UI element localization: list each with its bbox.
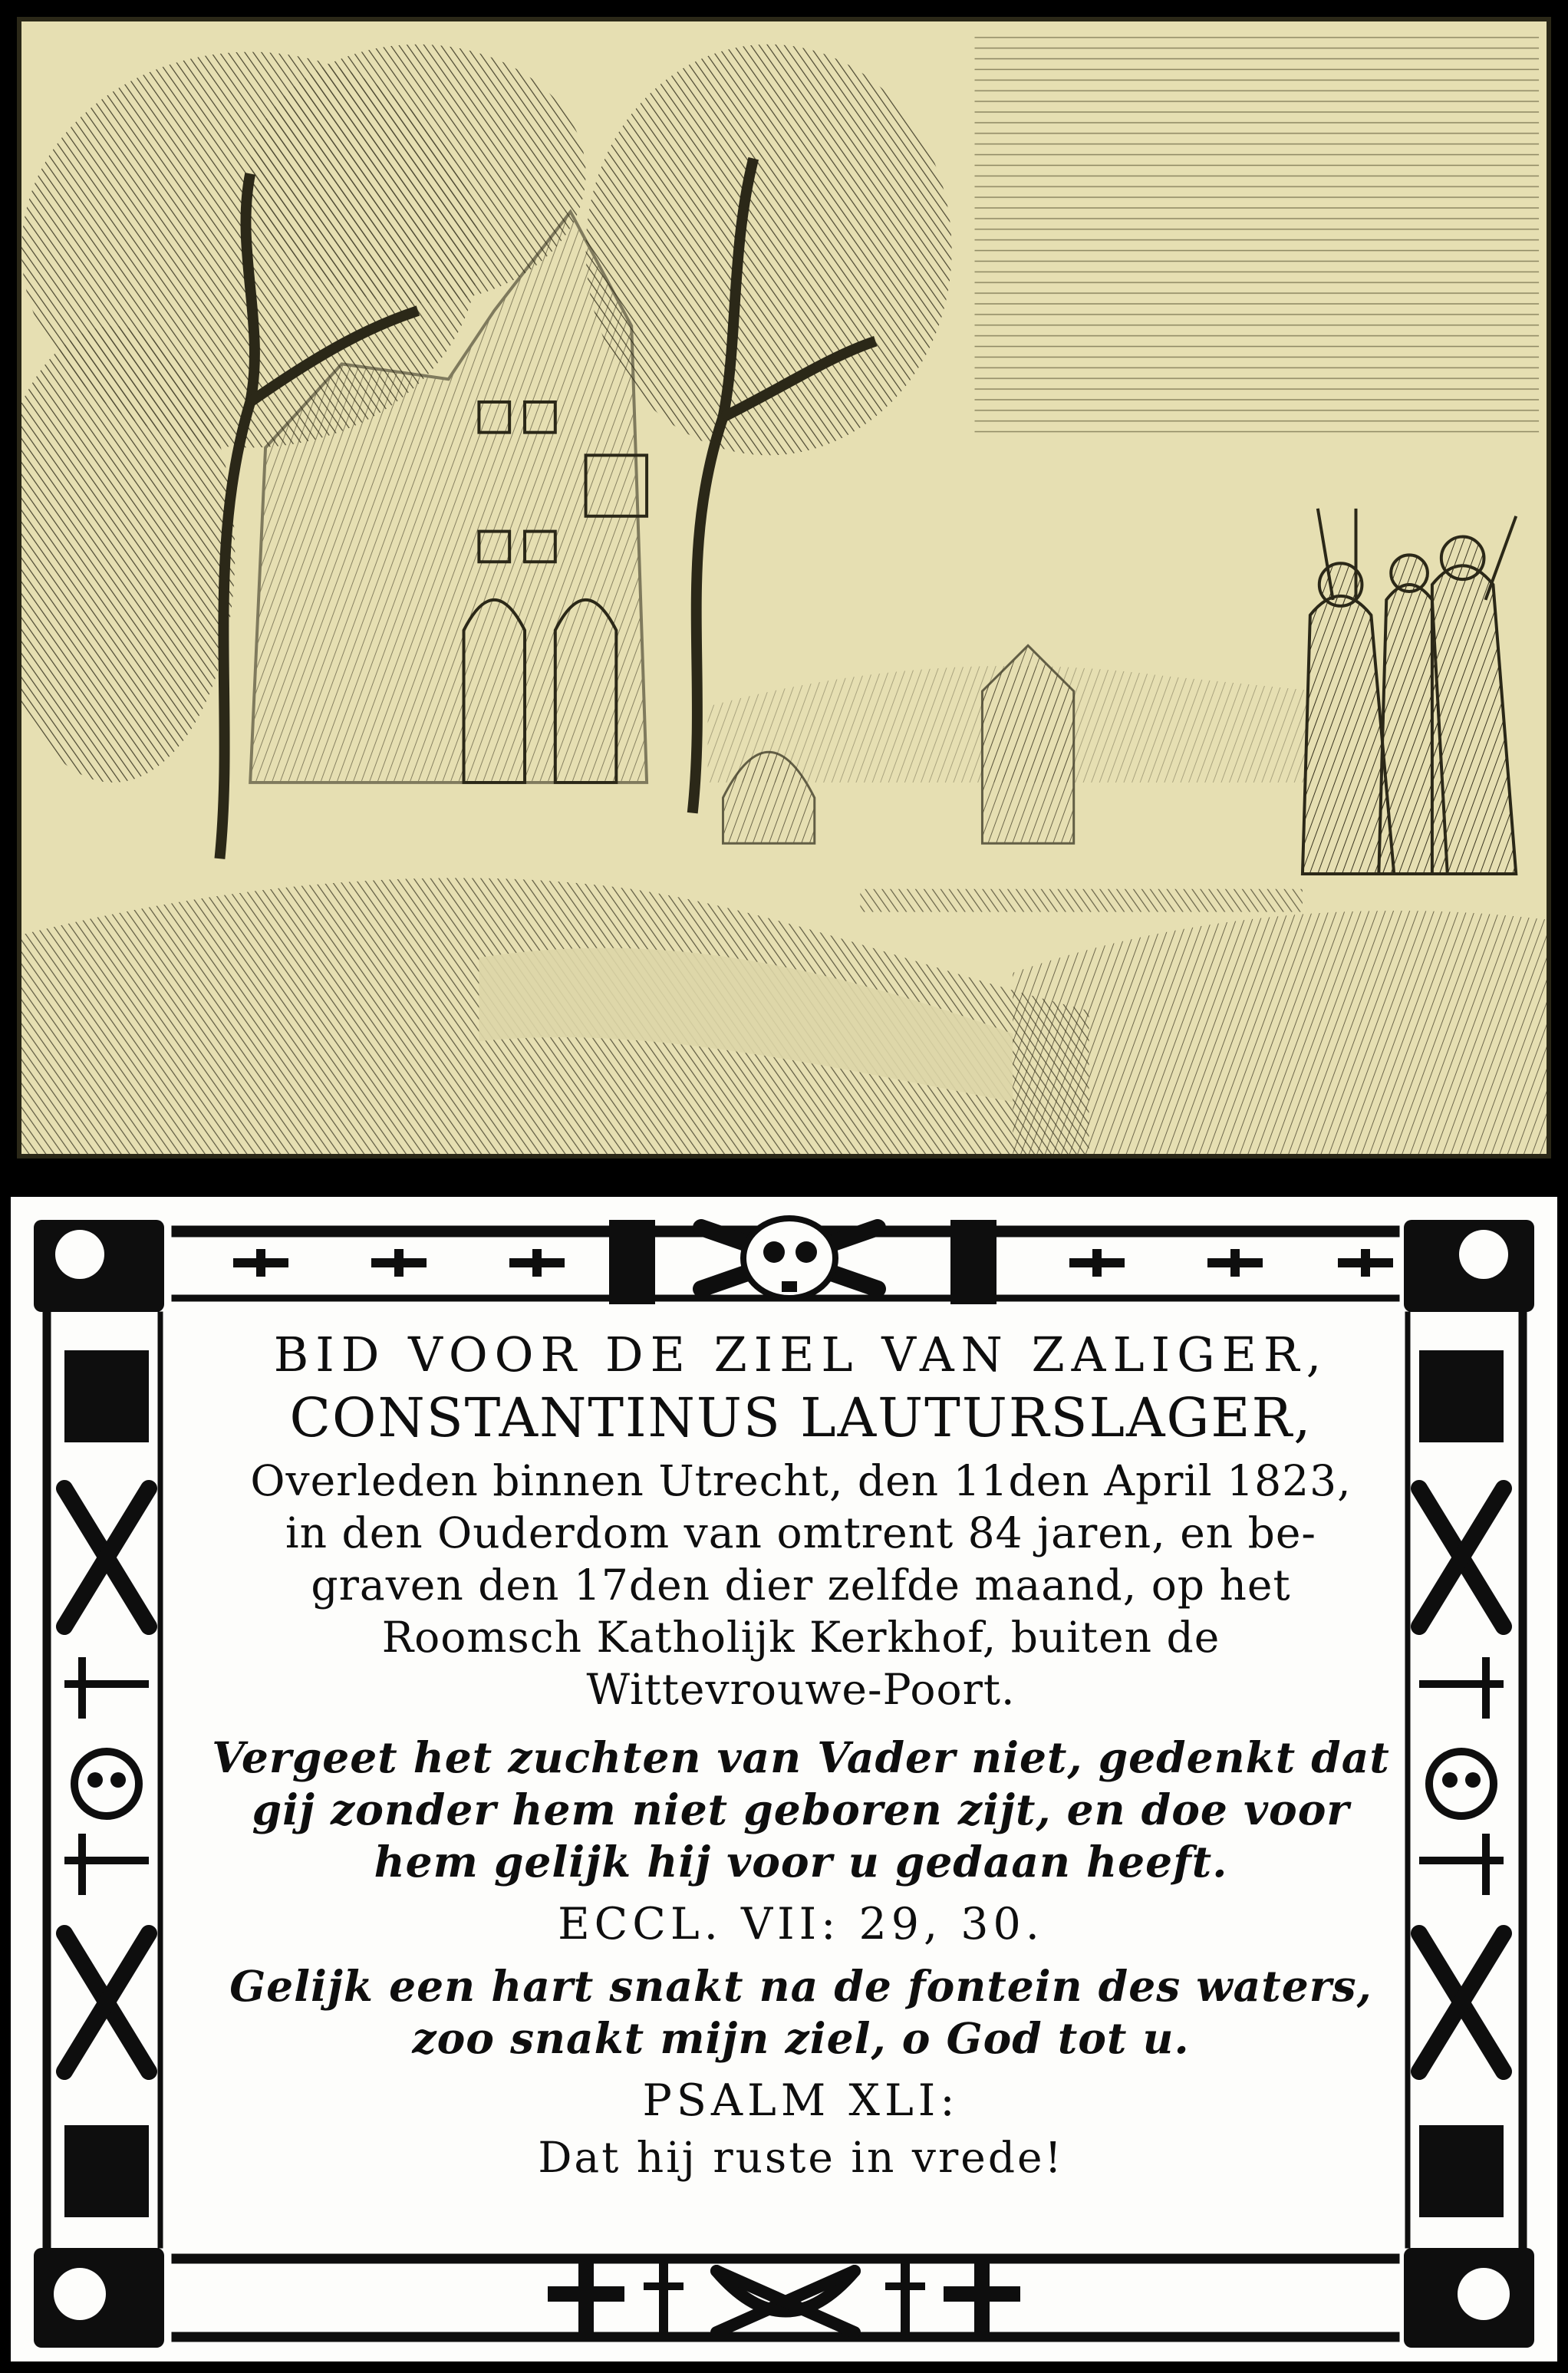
prayer-heading: BID VOOR DE ZIEL VAN ZALIGER,: [273, 1327, 1329, 1383]
landscape-engraving-icon: [21, 21, 1547, 1154]
verse-line: gij zonder hem niet geboren zijt, en doe voor: [252, 1785, 1350, 1834]
skull-crossbones-icon-top: [701, 1218, 878, 1298]
death-details-line: Wittevrouwe-Poort.: [586, 1665, 1016, 1714]
corner-ornament-bottom-right: [1404, 2248, 1534, 2348]
death-details-line: graven den 17den dier zelfde maand, op het: [311, 1561, 1291, 1610]
verse-line: zoo snakt mijn ziel, o God tot u.: [412, 2013, 1190, 2063]
deceased-name: CONSTANTINUS LAUTURSLAGER,: [289, 1386, 1313, 1449]
hourglass-panel-left: [609, 1220, 655, 1304]
closing-prayer: Dat hij ruste in vrede!: [538, 2133, 1064, 2182]
hourglass-panel-right: [950, 1220, 996, 1304]
death-details-line: in den Ouderdom van omtrent 84 jaren, en be-: [285, 1508, 1316, 1557]
memorial-card: [11, 1197, 1557, 2361]
bottom-scythes-icon: [716, 2271, 855, 2332]
verse-line: hem gelijk hij voor u gedaan heeft.: [374, 1837, 1228, 1887]
landscape-engraving: [17, 17, 1551, 1158]
psalm-reference: PSALM XLI:: [642, 2075, 960, 2126]
verse-line: Vergeet het zuchten van Vader niet, gedenkt dat: [212, 1732, 1390, 1782]
corner-ornament-top-right: [1404, 1220, 1534, 1312]
corner-ornament-top-left: [34, 1220, 164, 1312]
verse-line: Gelijk een hart snakt na de fontein des waters,: [229, 1961, 1372, 2011]
corner-ornament-bottom-left: [34, 2248, 164, 2348]
death-details-line: Overleden binnen Utrecht, den 11den April 1823,: [250, 1456, 1352, 1505]
scripture-reference: ECCL. VII: 29, 30.: [558, 1899, 1044, 1949]
death-details-line: Roomsch Katholijk Kerkhof, buiten de: [381, 1613, 1220, 1662]
card-text: [180, 1327, 1422, 2236]
